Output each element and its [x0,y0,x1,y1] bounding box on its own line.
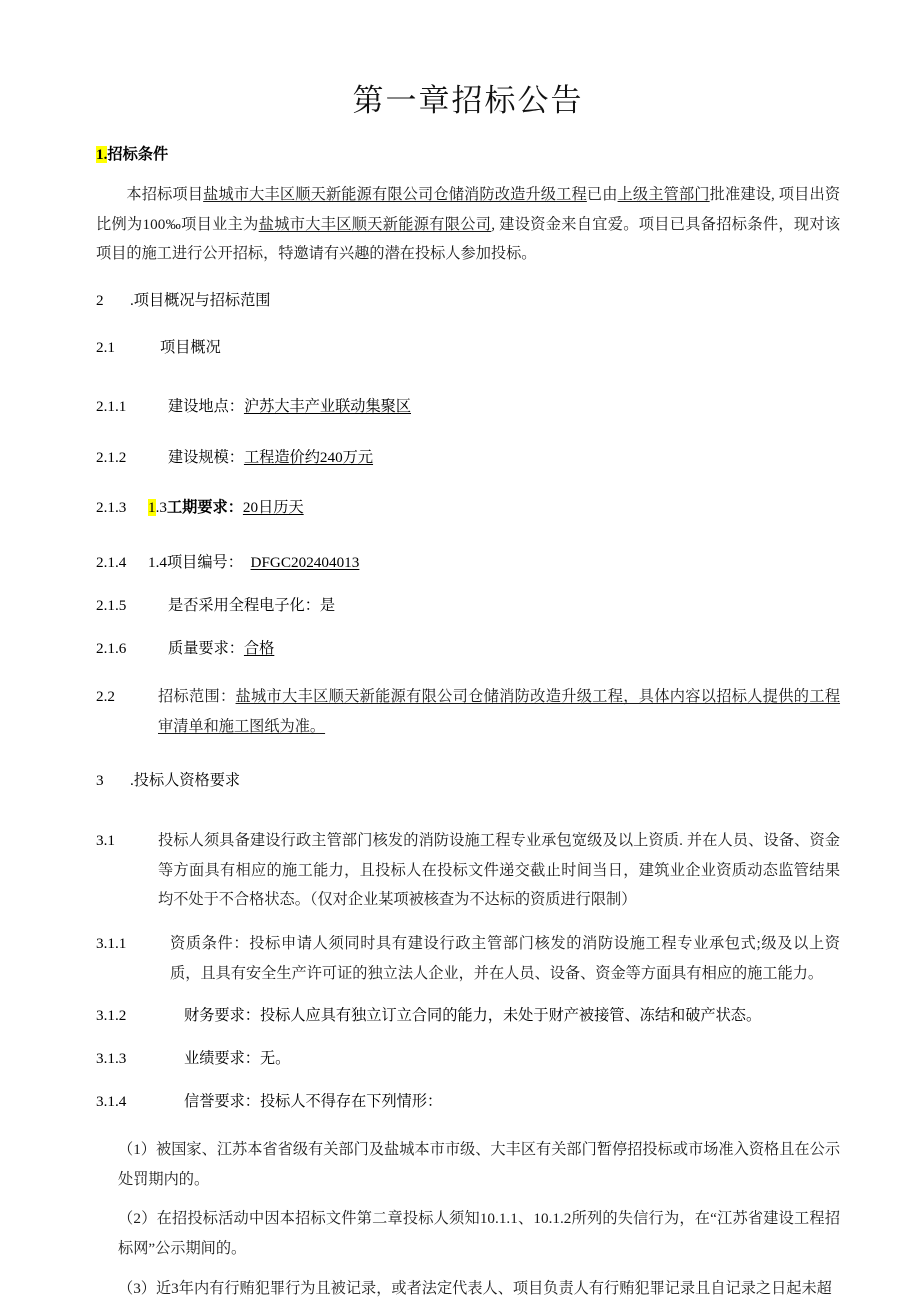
item-label: 建设地点： [168,397,244,415]
item-index: 3.1.2 [96,1007,127,1025]
list-item-2-1-2 [96,444,840,473]
item-body [168,635,840,664]
list-item-3-1-2 [96,1002,840,1031]
condition-item-1 [96,1135,840,1194]
item-label: 质量要求： [168,640,244,658]
list-item-3-1-1 [96,929,840,988]
item-index: 3.1.1 [96,935,127,953]
section-1-paragraph [96,180,840,269]
item-label: 项目编号： [166,554,243,572]
section-2-heading [96,287,840,316]
item-value: 沪苏大丰产业联动集聚区 [243,397,411,415]
item-body: 信誉要求：投标人不得存在下列情形： [184,1093,443,1111]
item-label: 建设规模： [168,448,244,466]
section-2-2-label: 招标范围： [158,687,236,705]
list-item-2-1-1 [96,393,840,422]
condition-marker: （3） [118,1279,156,1297]
list-item-2-1-3 [96,494,840,523]
list-item-2-1-4 [96,549,840,578]
section-2-2-body [158,682,840,741]
item-body: 业绩要求：无。 [184,1050,291,1068]
section-1-text-a: 本招标项目 [126,186,204,204]
item-index: 2.1.1 [96,397,127,415]
page-title: 第一章招标公告 [352,83,584,118]
item-index: 3.1.4 [96,1093,127,1111]
item-body [168,393,840,422]
page-content [96,0,840,1301]
item-body: 资质条件：投标申请人须同时具有建设行政主管部门核发的消防设施工程专业承包式;级及以上资质，且具有安全生产许可证的独立法人企业，并在人员、设备、资金等方面具有相应的施工能力。 [170,935,840,982]
section-2-heading-label: .项目概况与招标范围 [130,291,271,309]
item-prefix-plain: .3 [155,499,167,517]
section-1-owner-name: 盐城市大丰区顺天新能源有限公司 [258,215,492,233]
section-3-heading-label: .投标人资格要求 [130,772,241,790]
list-item-2-1-5 [96,592,840,621]
item-prefix-highlight: 1 [148,499,156,517]
condition-text: 被国家、江苏本省省级有关部门及盐城本市市级、大丰区有关部门暂停招投标或市场准入资格且在公示处罚期内的。 [118,1140,841,1188]
item-index: 2.1.4 [96,554,127,572]
section-1-heading [96,141,840,170]
item-index: 3.1.3 [96,1050,127,1068]
condition-item-2 [96,1204,840,1263]
item-index: 2.1.3 [96,499,127,517]
condition-body [118,1204,840,1263]
section-1-text-d: 项目业主为 [181,215,259,233]
section-2-number: 2 [96,291,104,309]
section-1-text-c: 批准建设, 项目出资比例为100‰ [96,186,841,233]
list-item-2-1-6 [96,635,840,664]
section-2-1 [96,334,840,363]
section-2-2-index: 2.2 [96,687,115,705]
item-body [168,444,840,473]
list-item-3-1-4 [96,1088,840,1117]
section-2-2 [96,682,840,741]
condition-body [118,1274,840,1301]
section-1-number: 1. [96,146,108,164]
item-value: 20日历天 [242,499,304,517]
list-item-3-1-3 [96,1045,840,1074]
item-body: 投标人须具备建设行政主管部门核发的消防设施工程专业承包宽级及以上资质. 并在人员、设备、资金等方面具有相应的施工能力，且投标人在投标文件递交截止时间当日，建筑业企业资质动态监管结果均不处于不合格状态。（仅对企业某项被核查为不达标的资质进行限制） [158,832,840,909]
condition-text: 近3年内有行贿犯罪行为且被记录，或者法定代表人、项目负责人有行贿犯罪记录且自记录之日起未超 [155,1279,832,1297]
list-item-3-1 [96,826,840,915]
section-1-authority: 上级主管部门 [617,186,710,204]
section-2-1-index: 2.1 [96,338,115,356]
item-value: DFGC202404013 [250,554,360,572]
condition-marker: （1） [118,1140,157,1158]
section-2-1-label: 项目概况 [160,338,221,356]
item-body [148,494,840,523]
condition-marker: （2） [118,1210,157,1228]
item-index: 2.1.5 [96,597,127,615]
item-label: 是否采用全程电子化：是 [168,597,336,615]
condition-body [118,1135,840,1194]
condition-item-3 [96,1274,840,1301]
item-value: 工程造价约240万元 [243,448,374,466]
item-index: 3.1 [96,832,115,850]
condition-text: 在招投标活动中因本招标文件第二章投标人须知10.1.1、10.1.2所列的失信行为，在“江苏省建设工程招标网”公示期间的。 [118,1210,841,1257]
item-label: 工期要求： [166,499,243,517]
section-1-project-name: 盐城市大丰区顺天新能源有限公司仓储消防改造升级工程 [203,186,587,204]
item-prefix-plain: 1.4 [148,554,167,572]
item-index: 2.1.2 [96,448,127,466]
item-value: 合格 [243,640,275,658]
section-2-2-scope: 盐城市大丰区顺天新能源有限公司仓储消防改造升级工程，具体内容以招标人提供的工程审清单和施工图纸为准。 [158,687,841,735]
section-3-heading [96,767,840,796]
item-body [148,549,840,578]
section-1-text-e: , 建设资金来自宜爱。项目已具备招标条件，现对该项目的施工进行公开招标，特邀请有兴趣的潜在投标人参加投标。 [96,215,841,263]
section-3-number: 3 [96,772,104,790]
item-body: 财务要求：投标人应具有独立订立合同的能力，未处于财产被接管、冻结和破产状态。 [184,1007,762,1025]
item-index: 2.1.6 [96,640,127,658]
section-1-text-b: 已由 [586,186,618,204]
section-1-heading-label: 招标条件 [107,146,169,164]
